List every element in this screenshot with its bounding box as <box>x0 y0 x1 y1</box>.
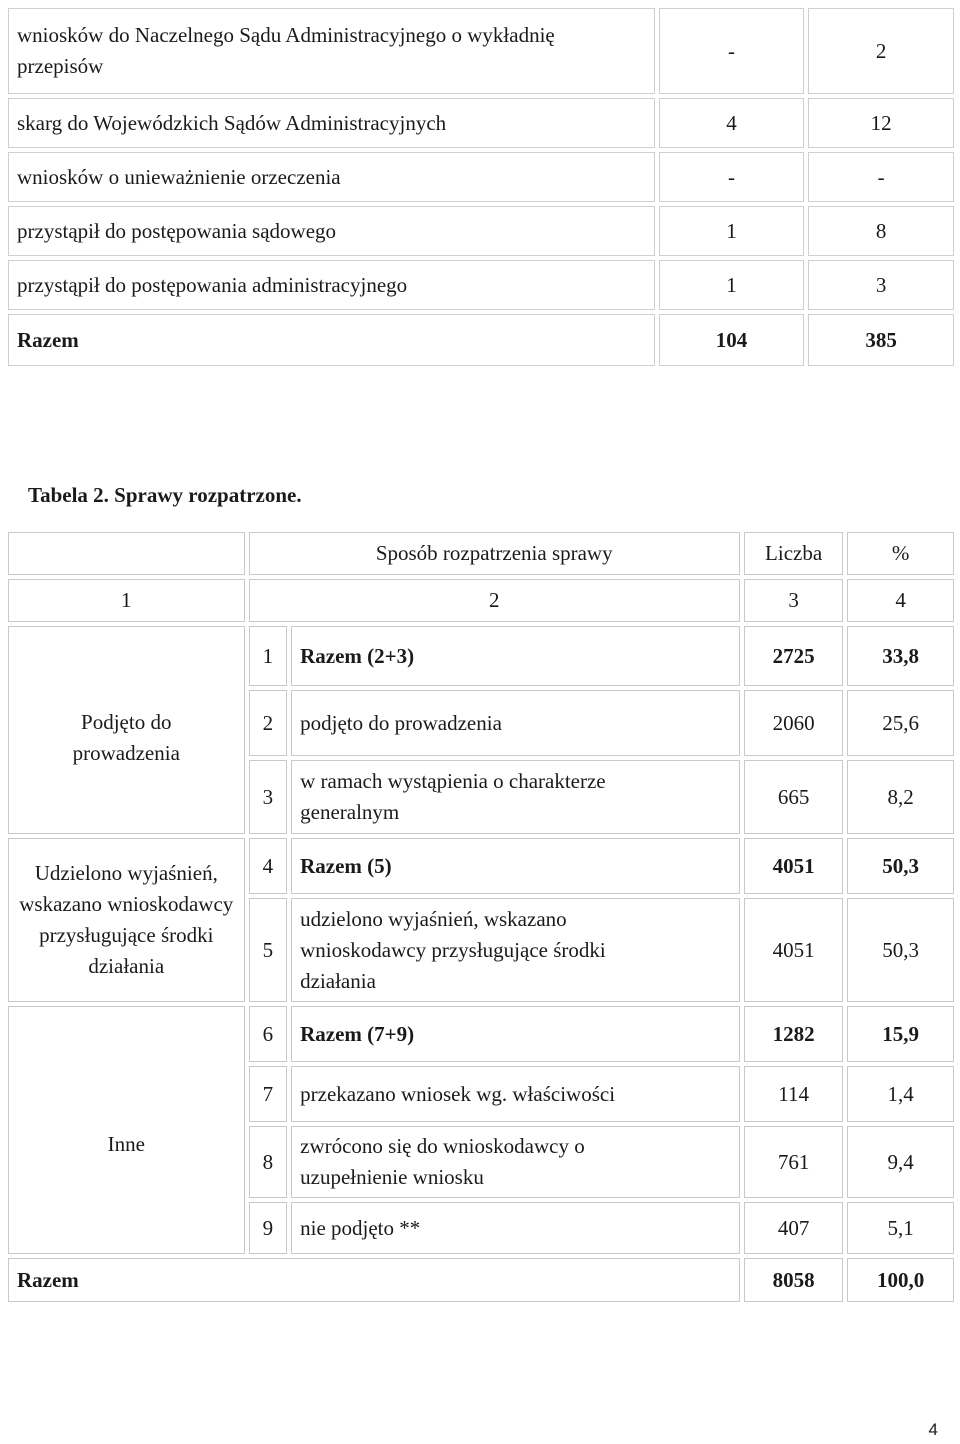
total-count: 8058 <box>744 1258 843 1302</box>
row-count: 761 <box>744 1126 843 1198</box>
row-count: 407 <box>744 1202 843 1254</box>
table-row <box>8 838 954 894</box>
table-total-row <box>8 314 954 366</box>
table-row <box>8 626 954 686</box>
row-value-a: 1 <box>659 260 805 310</box>
row-description: przekazano wniosek wg. właściwości <box>291 1066 740 1122</box>
row-percent: 50,3 <box>847 838 954 894</box>
group-udzielono-label: Udzielono wyjaśnień, wskazano wnioskodawcy przysługujące środki działania <box>19 861 234 978</box>
row-label: wniosków do Naczelnego Sądu Administracyjnego o wykładnię przepisów <box>8 8 655 94</box>
table-row <box>8 8 954 94</box>
row-number: 4 <box>249 838 288 894</box>
table-row <box>8 152 954 202</box>
total-value-a: 104 <box>659 314 805 366</box>
row-description: udzielono wyjaśnień, wskazano wnioskodawcy przysługujące środki działania <box>291 898 740 1002</box>
row-number: 2 <box>249 690 288 756</box>
header-percent: % <box>847 532 954 575</box>
table-row <box>8 1006 954 1062</box>
row-value-b: 12 <box>808 98 954 148</box>
group-udzielono-header <box>8 838 245 1002</box>
row-count: 665 <box>744 760 843 834</box>
row-label: przystąpił do postępowania sądowego <box>8 206 655 256</box>
total-label: Razem <box>8 314 655 366</box>
column-number-1: 1 <box>8 579 245 622</box>
row-count: 4051 <box>744 898 843 1002</box>
column-number-2: 2 <box>249 579 740 622</box>
header-method: Sposób rozpatrzenia sprawy <box>249 532 740 575</box>
total-label: Razem <box>8 1258 740 1302</box>
table-header-row <box>8 532 954 575</box>
row-number: 9 <box>249 1202 288 1254</box>
table-total-row <box>8 1258 954 1302</box>
table-cases-handled <box>4 528 958 1306</box>
row-number: 1 <box>249 626 288 686</box>
row-percent: 33,8 <box>847 626 954 686</box>
table-row <box>8 206 954 256</box>
table-row <box>8 260 954 310</box>
row-number: 7 <box>249 1066 288 1122</box>
table-caption: Tabela 2. Sprawy rozpatrzone. <box>28 483 302 507</box>
row-value-b: 3 <box>808 260 954 310</box>
row-value-a: - <box>659 8 805 94</box>
row-number: 3 <box>249 760 288 834</box>
row-description: zwrócono się do wnioskodawcy o uzupełnienie wniosku <box>291 1126 740 1198</box>
row-percent: 8,2 <box>847 760 954 834</box>
row-value-b: 8 <box>808 206 954 256</box>
row-description: Razem (2+3) <box>291 626 740 686</box>
row-number: 8 <box>249 1126 288 1198</box>
row-value-b: 2 <box>808 8 954 94</box>
row-value-a: 1 <box>659 206 805 256</box>
row-label: wniosków o unieważnienie orzeczenia <box>8 152 655 202</box>
row-number: 6 <box>249 1006 288 1062</box>
row-percent: 5,1 <box>847 1202 954 1254</box>
row-percent: 9,4 <box>847 1126 954 1198</box>
header-count: Liczba <box>744 532 843 575</box>
column-number-3: 3 <box>744 579 843 622</box>
row-count: 114 <box>744 1066 843 1122</box>
column-number-4: 4 <box>847 579 954 622</box>
total-value-b: 385 <box>808 314 954 366</box>
row-description: podjęto do prowadzenia <box>291 690 740 756</box>
group-inne-header <box>8 1006 245 1254</box>
row-label: przystąpił do postępowania administracyjnego <box>8 260 655 310</box>
row-value-a: 4 <box>659 98 805 148</box>
row-description: Razem (7+9) <box>291 1006 740 1062</box>
group-podjeto-label: Podjęto do prowadzenia <box>72 710 180 765</box>
row-description: Razem (5) <box>291 838 740 894</box>
row-label: skarg do Wojewódzkich Sądów Administracyjnych <box>8 98 655 148</box>
row-count: 1282 <box>744 1006 843 1062</box>
header-empty-cell <box>8 532 245 575</box>
row-value-a: - <box>659 152 805 202</box>
group-podjeto-header <box>8 626 245 834</box>
row-percent: 25,6 <box>847 690 954 756</box>
group-inne-label: Inne <box>107 1132 145 1156</box>
row-percent: 50,3 <box>847 898 954 1002</box>
page-number: 4 <box>928 1420 938 1439</box>
row-count: 2060 <box>744 690 843 756</box>
row-count: 4051 <box>744 838 843 894</box>
table-row <box>8 98 954 148</box>
row-description: w ramach wystąpienia o charakterze generalnym <box>291 760 740 834</box>
row-percent: 1,4 <box>847 1066 954 1122</box>
total-percent: 100,0 <box>847 1258 954 1302</box>
row-percent: 15,9 <box>847 1006 954 1062</box>
row-count: 2725 <box>744 626 843 686</box>
column-number-row <box>8 579 954 622</box>
table-complaints-continued <box>4 4 958 370</box>
row-number: 5 <box>249 898 288 1002</box>
row-value-b: - <box>808 152 954 202</box>
row-description: nie podjęto ** <box>291 1202 740 1254</box>
